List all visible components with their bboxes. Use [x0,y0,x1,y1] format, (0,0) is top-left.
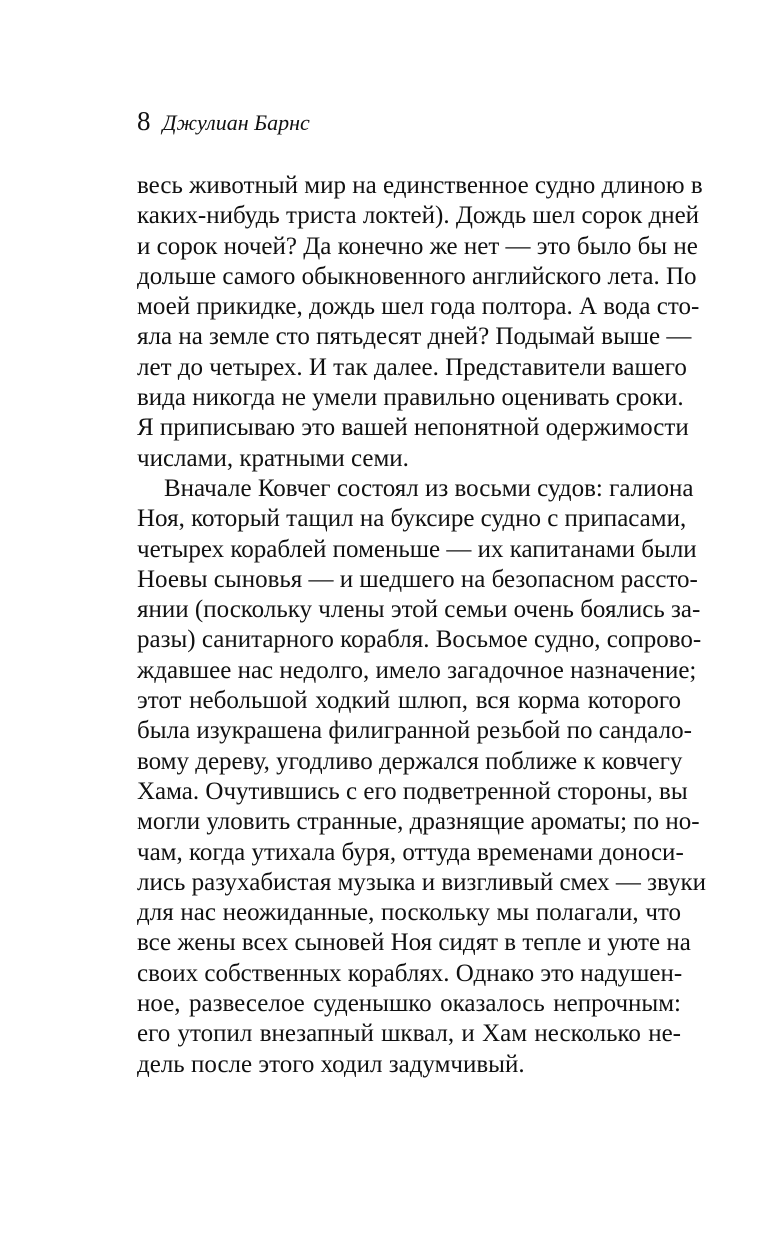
text-line: разы) санитарного корабля. Восьмое судно, сопрово- [137,626,702,654]
text-line: весь животный мир на единственное судно длиною в [137,172,703,199]
text-line: была изукрашена филигранной резьбой по сандало- [137,717,692,745]
text-line: моей прикидке, дождь шел года полтора. А вода сто- [137,293,700,321]
running-head [137,106,310,138]
text-line: для нас неожиданные, поскольку мы полагали, что [137,899,681,927]
text-line: лись разухабистая музыка и визгливый смех — звуки [137,868,706,896]
text-line: вида никогда не умели правильно оценивать сроки. [137,384,684,412]
text-line: Я приписываю это вашей непонятной одержимости [137,414,689,442]
text-line: дель после этого ходил задумчивый. [137,1050,525,1078]
text-line: все жены всех сыновей Ноя сидят в тепле и уюте на [137,929,691,957]
text-line: лет до четырех. И так далее. Представители вашего [137,353,687,381]
text-line: могли уловить странные, дразнящие ароматы; по но- [137,808,700,836]
text-line: яла на земле сто пятьдесят дней? Подымай выше — [137,323,692,351]
text-line: четырех кораблей поменьше — их капитанами были [137,535,697,563]
text-line: каких-нибудь триста локтей). Дождь шел сорок дней [137,202,700,230]
text-line: своих собственных кораблях. Однако это надушен- [137,959,683,987]
text-line: Ноевы сыновья — и шедшего на безопасном рассто- [137,565,698,593]
text-line: числами, кратными семи. [137,444,409,472]
text-line: янии (поскольку члены этой семьи очень боялись за- [137,596,701,624]
text-line: и сорок ночей? Да конечно же нет — это было бы не [137,232,698,260]
author-name: Джулиан Барнс [162,110,310,135]
text-line: вому дереву, угодливо держался поближе к ковчегу [137,747,683,775]
text-line: Ноя, который тащил на буксире судно с припасами, [137,505,687,533]
paragraph [137,474,706,1080]
text-line: Вначале Ковчег состоял из восьми судов: галиона [164,474,694,502]
paragraph [137,171,703,474]
body-text [137,171,706,1080]
text-line: дольше самого обыкновенного английского лета. По [137,262,697,290]
text-line: его утопил внезапный шквал, и Хам несколько не- [137,1020,681,1048]
text-line: ное, развеселое суденышко оказалось непрочным: [137,990,681,1018]
page-number: 8 [137,106,151,136]
text-line: этот небольшой ходкий шлюп, вся корма которого [137,687,681,715]
text-line: ждавшее нас недолго, имело загадочное назначение; [137,656,697,684]
text-line: чам, когда утихала буря, оттуда временами доноси- [137,838,684,866]
text-line: Хама. Очутившись с его подветренной стороны, вы [137,777,688,805]
